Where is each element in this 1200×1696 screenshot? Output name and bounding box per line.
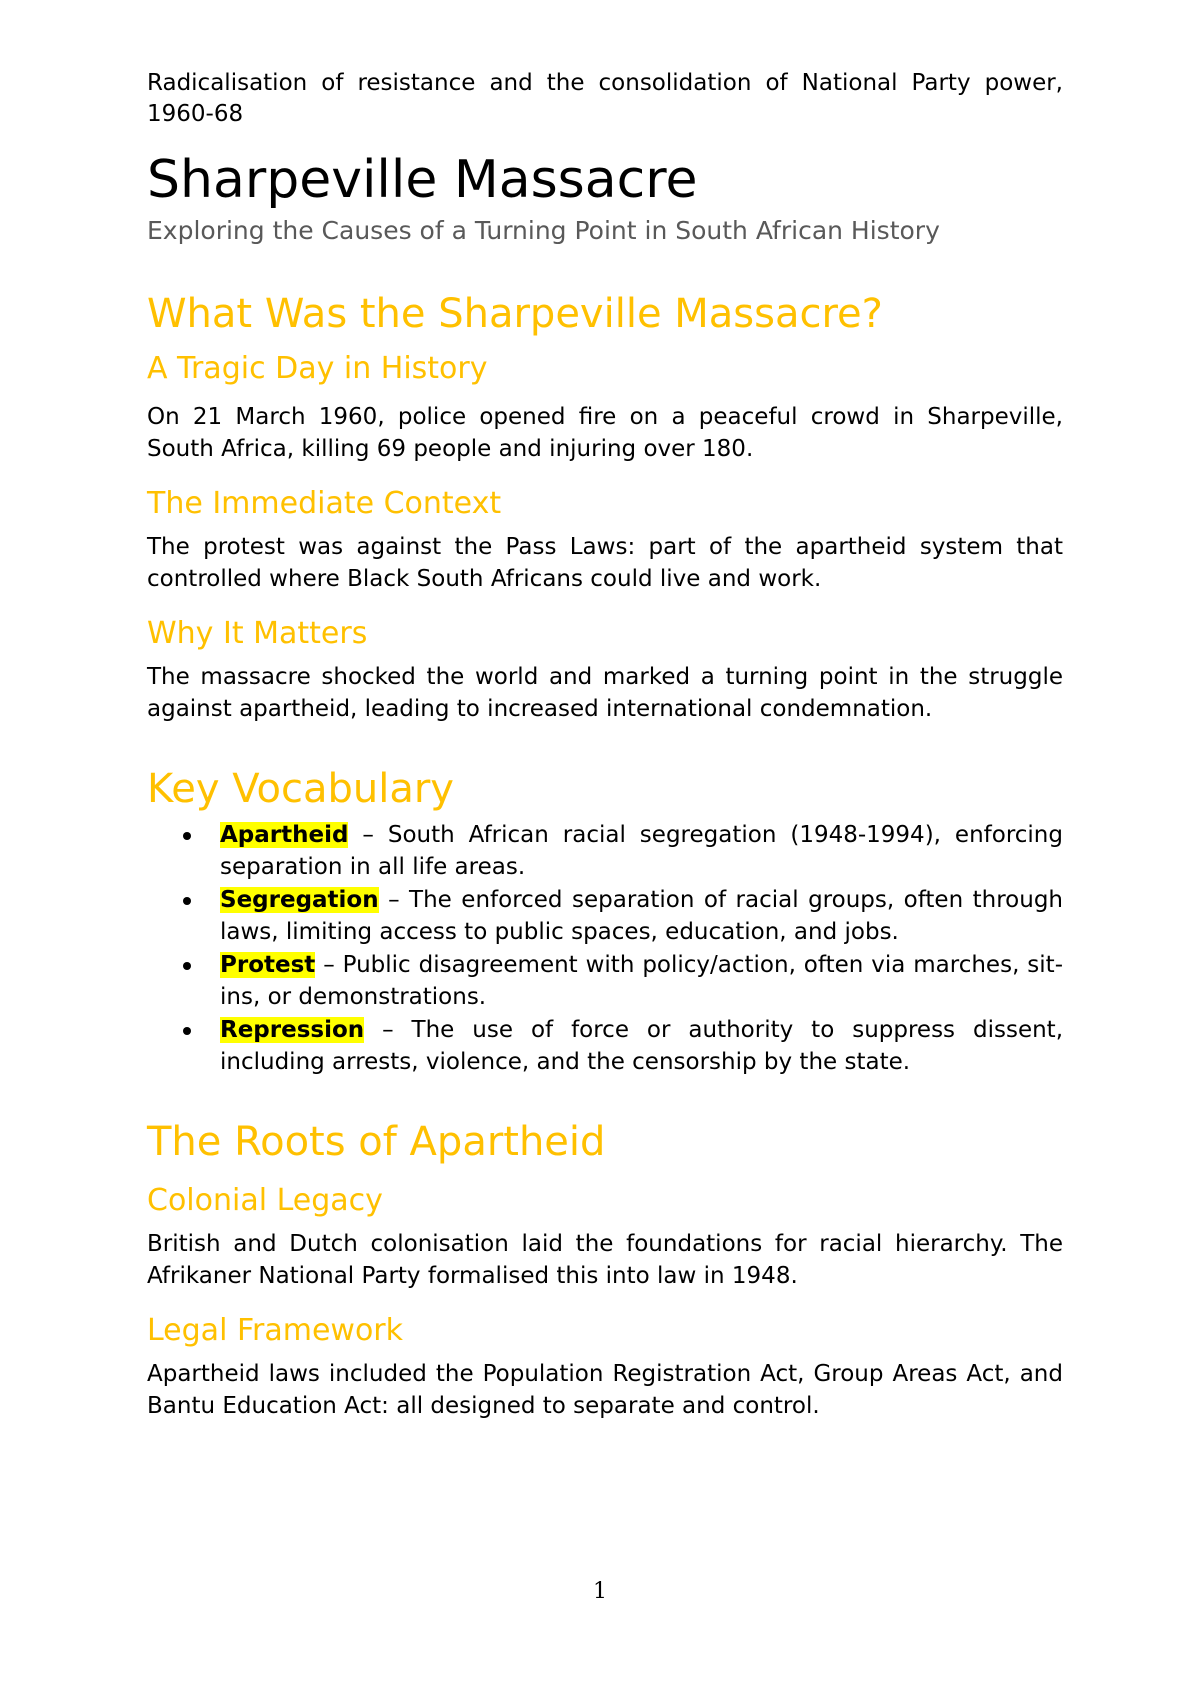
document-header-line: Radicalisation of resistance and the consolidation of National Party power, 1960-68 <box>147 70 1063 127</box>
heading-tragic-day: A Tragic Day in History <box>147 351 488 386</box>
page-number: 1 <box>593 1579 607 1604</box>
vocabulary-item-segregation <box>147 884 1063 948</box>
vocabulary-item-apartheid <box>147 819 1063 883</box>
heading-legal-framework: Legal Framework <box>147 1313 404 1348</box>
paragraph-tragic-day: On 21 March 1960, police opened fire on a peaceful crowd in Sharpeville, South Africa, killing 69 people and injuring over 180. <box>147 404 1063 462</box>
bullet-icon <box>183 962 191 970</box>
heading-why-it-matters: Why It Matters <box>147 616 368 651</box>
vocabulary-list <box>147 819 1063 1078</box>
heading-colonial-legacy: Colonial Legacy <box>147 1183 383 1218</box>
document-page <box>147 68 1063 1422</box>
vocabulary-term: Protest <box>220 952 316 978</box>
paragraph-legal-framework: Apartheid laws included the Population Registration Act, Group Areas Act, and Bantu Education Act: all designed to separate and control. <box>147 1361 1063 1419</box>
bullet-icon <box>183 897 191 905</box>
vocabulary-term: Segregation <box>220 887 379 913</box>
vocabulary-item-repression <box>147 1014 1063 1078</box>
document-subtitle: Exploring the Causes of a Turning Point in South African History <box>147 216 940 245</box>
vocabulary-term: Repression <box>220 1017 365 1043</box>
heading-what-was: What Was the Sharpeville Massacre? <box>147 291 883 337</box>
vocabulary-definition: – The use of force or authority to suppress dissent, including arrests, violence, and the censorship by the state. <box>220 1017 1063 1075</box>
vocabulary-definition: – The enforced separation of racial groups, often through laws, limiting access to public spaces, education, and jobs. <box>220 887 1063 945</box>
heading-roots-of-apartheid: The Roots of Apartheid <box>147 1119 606 1165</box>
bullet-icon <box>183 1027 191 1035</box>
paragraph-why-it-matters: The massacre shocked the world and marked a turning point in the struggle against apartheid, leading to increased international condemnation. <box>147 664 1063 722</box>
heading-immediate-context: The Immediate Context <box>147 486 502 521</box>
vocabulary-definition: – South African racial segregation (1948-1994), enforcing separation in all life areas. <box>220 822 1063 880</box>
heading-key-vocabulary: Key Vocabulary <box>147 766 454 812</box>
paragraph-immediate-context: The protest was against the Pass Laws: part of the apartheid system that controlled where Black South Africans could live and work. <box>147 534 1063 592</box>
bullet-icon <box>183 832 191 840</box>
document-title: Sharpeville Massacre <box>147 150 698 210</box>
vocabulary-item-protest <box>147 949 1063 1013</box>
paragraph-colonial-legacy: British and Dutch colonisation laid the foundations for racial hierarchy. The Afrikaner National Party formalised this into law in 1948. <box>147 1231 1063 1289</box>
vocabulary-definition: – Public disagreement with policy/action, often via marches, sit-ins, or demonstrations. <box>220 952 1063 1010</box>
vocabulary-term: Apartheid <box>220 822 349 848</box>
